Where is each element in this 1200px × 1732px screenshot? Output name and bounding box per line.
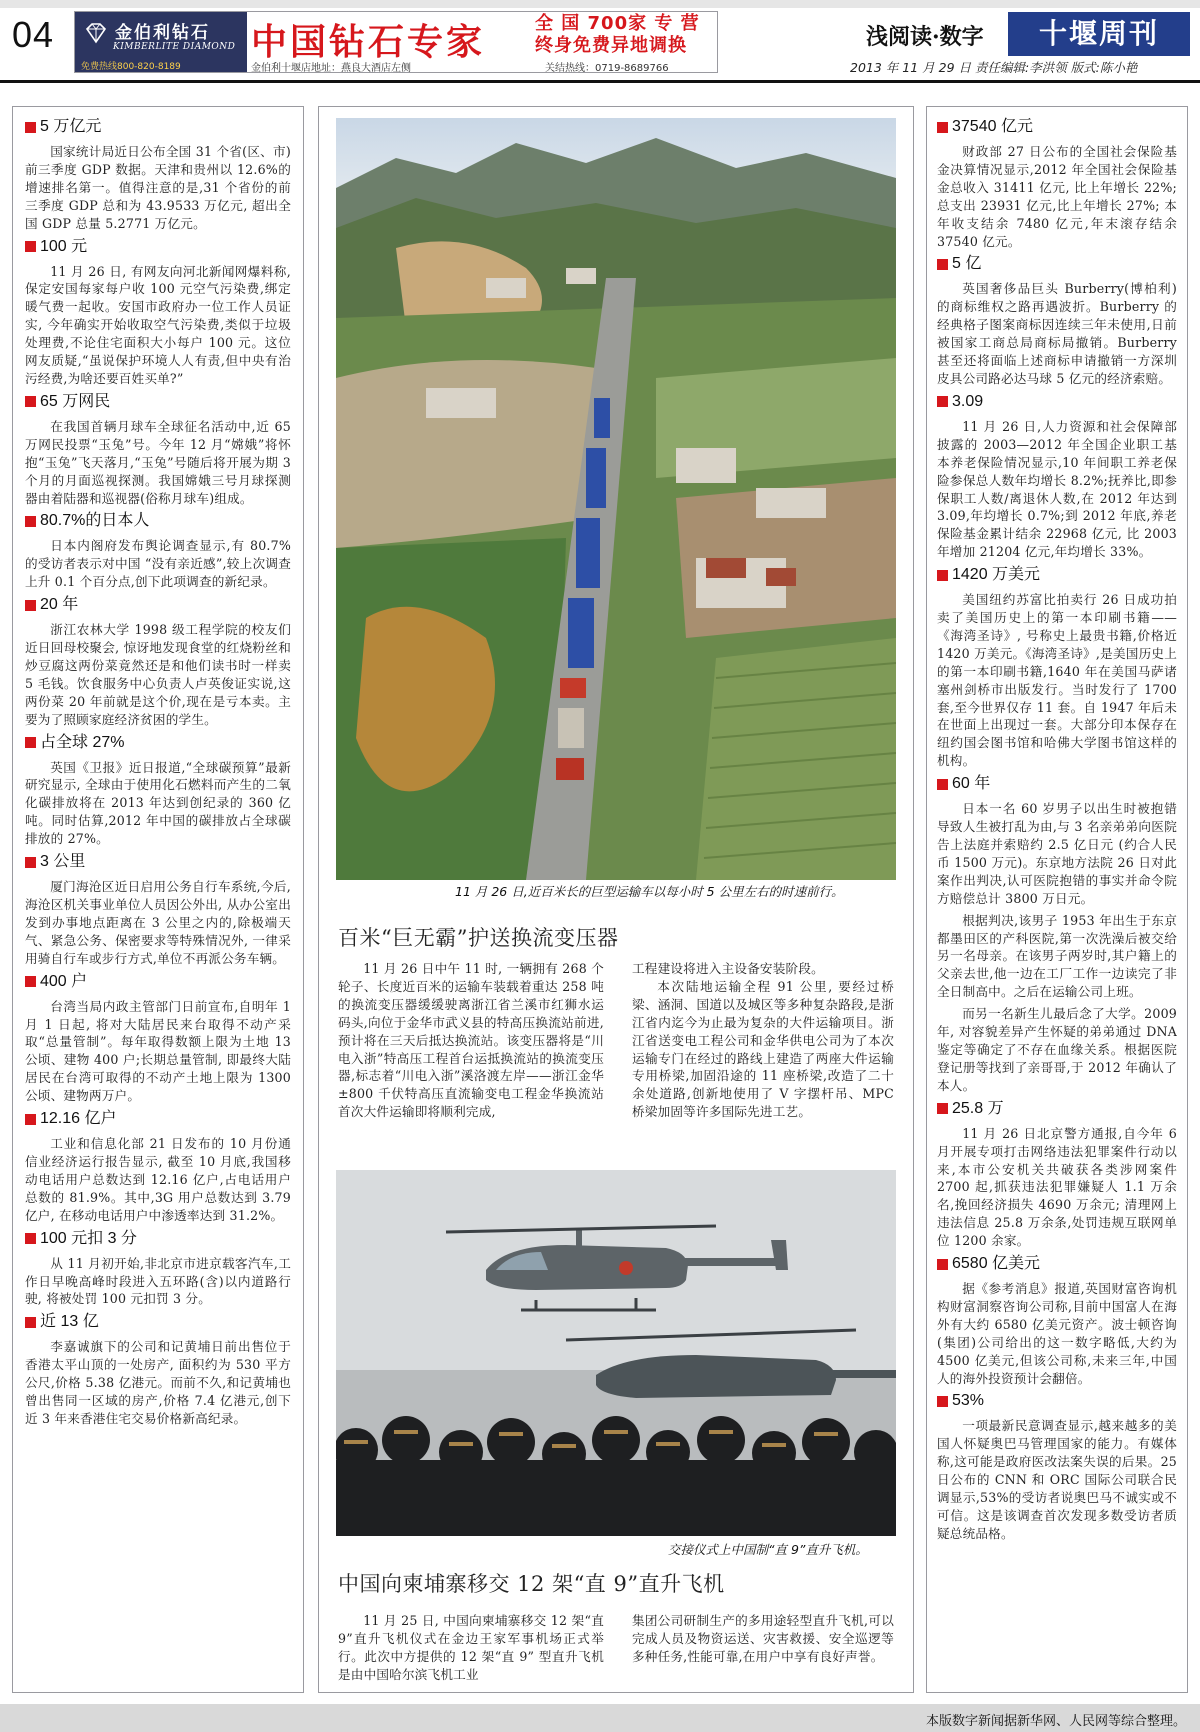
footer-bar: [0, 1704, 1200, 1732]
transport-truck-aerial-photo: [336, 118, 896, 880]
news-item-text: 厦门海沧区近日启用公务自行车系统,今后,海沧区机关事业单位人员因公外出, 从办公室出发到办事地点距离在 3 公里之内的,除极端天气、紧急公务、保密要求等特殊情况外, 一律采用骑自行车或步行方式,单位不再派公务车辆。: [25, 879, 291, 966]
helicopter-illustration: [336, 1170, 896, 1536]
news-item-text: 11 月 26 日北京警方通报,自今年 6 月开展专项打击网络违法犯罪案件行动以来,本市公安机关共破获各类涉网案件 2700 起,抓获违法犯罪嫌疑人 1.1 万余名,挽回经济损失 4690 万余元; 清理网上违法信息 25.8 万余条,处罚违规互联网单位 1200 余家。: [937, 1125, 1177, 1249]
ad-address: 金伯利十堰店地址：燕良大酒店左侧: [251, 63, 411, 73]
news-item-text: 而另一名新生儿最后念了大学。2009 年, 对容貌差异产生怀疑的弟弟通过 DNA 鉴定等确定了不存在血缘关系。根据医院登记册等找到了亲哥哥,于 2012 年确认了本人。: [937, 1006, 1177, 1093]
news-item: [25, 1229, 291, 1309]
news-item-text: 美国纽约苏富比拍卖行 26 日成功拍卖了美国历史上的第一本印刷书籍——《海湾圣诗》, 号称史上最贵书籍,价格近 1420 万美元。《海湾圣诗》,是美国历史上的第一本印刷书籍,1640 年在美国马萨诸塞州剑桥市出版发行。当时发行了 1700 套,至今世界仅存 11 套。自 1947 年后未在世面上出现过一套。大部分印本保存在纽约国会图书馆和哈佛大学图书馆这样的机构。: [937, 592, 1177, 769]
news-item: [937, 774, 1177, 1095]
bullet-square-icon: [25, 1233, 36, 1244]
news-item-text: 日本内阁府发布舆论调查显示,有 80.7%的受访者表示对中国 “没有亲近感”,较上次调查上升 0.1 个百分点,创下此项调查的新纪录。: [25, 538, 291, 590]
ad-slogan-line2: 终身免费异地调换: [535, 35, 687, 56]
story2-paragraph: 集团公司研制生产的多用途轻型直升飞机,可以完成人员及物资运送、灾害救援、安全巡逻等多种任务,性能可靠,在用户中享有良好声誉。: [632, 1613, 894, 1664]
photo-caption-1: 11 月 26 日,近百米长的巨型运输车以每小时 5 公里左右的时速前行。: [455, 884, 844, 899]
diamond-advertisement[interactable]: [74, 11, 718, 73]
news-item-title: 25.8 万: [937, 1099, 1177, 1119]
masthead: 十堰周刊: [1008, 12, 1190, 56]
story2-headline: 中国向柬埔寨移交 12 架“直 9”直升飞机: [338, 1572, 725, 1596]
news-item-title: 37540 亿元: [937, 117, 1177, 137]
story1-paragraph: 工程建设将进入主设备安装阶段。: [632, 961, 824, 976]
news-item-title: 65 万网民: [25, 392, 291, 412]
story1-paragraph: 11 月 26 日中午 11 时, 一辆拥有 268 个轮子、长度近百米的运输车装载着重达 258 吨的换流变压器缓缓驶离浙江省兰溪市红狮水运码头,向位于金华市武义县的特高压换流站前进,预计将在三天后抵达换流站。该变压器将是“川电入浙”特高压工程首台运抵换流站的换流变压器,标志着“川电入浙”溪洛渡左岸——浙江金华±800 千伏特高压直流输变电工程金华换流站首次大件运输即将顺利完成,: [338, 961, 604, 1120]
news-item-title: 5 亿: [937, 254, 1177, 274]
news-item-text: 从 11 月初开始,非北京市进京载客汽车,工作日早晚高峰时段进入五环路(含)以内道路行驶, 将被处罚 100 元扣罚 3 分。: [25, 1255, 291, 1307]
news-item-title: 12.16 亿户: [25, 1109, 291, 1129]
diamond-icon: [83, 20, 109, 46]
bullet-square-icon: [937, 1396, 948, 1407]
story1-headline: 百米“巨无霸”护送换流变压器: [338, 926, 619, 950]
ad-logo-block: [75, 12, 247, 73]
page-number: 04: [12, 14, 55, 55]
bullet-square-icon: [937, 1259, 948, 1270]
ad-hotline: 免费热线800-820-8189: [81, 62, 181, 72]
footer-source-note: 本版数字新闻据新华网、人民网等综合整理。: [925, 1714, 1186, 1729]
helicopter-handover-photo: [336, 1170, 896, 1536]
bullet-square-icon: [25, 241, 36, 252]
bullet-square-icon: [25, 396, 36, 407]
story1-body-col2: [632, 960, 894, 1121]
ad-headline: 中国钻石专家: [251, 22, 486, 63]
news-item: [937, 1099, 1177, 1250]
news-item: [25, 972, 291, 1105]
bullet-square-icon: [25, 1114, 36, 1125]
news-item: [25, 733, 291, 849]
news-item-text: 台湾当局内政主管部门日前宣布,自明年 1 月 1 日起, 将对大陆居民来台取得不动产采取“总量管制”。每年取得数额上限为土地 13 公顷、建物 400 户;长期总量管制, 即最终大陆居民在台湾可取得的不动产土地上限为 1300 公顷、建物两万户。: [25, 998, 291, 1104]
bullet-square-icon: [25, 737, 36, 748]
news-item-title: 近 13 亿: [25, 1312, 291, 1332]
news-item-text: 在我国首辆月球车全球征名活动中,近 65 万网民投票“玉兔”号。今年 12 月“嫦娥”将怀抱“玉兔”飞天落月,“玉兔”号随后将开展为期 3 个月的月面巡视探测。我国嫦娥三号月球探测器由着陆器和巡视器(俗称月球车)组成。: [25, 418, 291, 506]
top-band: [0, 0, 1200, 8]
news-item-text: 日本一名 60 岁男子以出生时被抱错导致人生被打乱为由,与 3 名亲弟弟向医院告上法庭并索赔约 2.5 亿日元 (约合人民币 1500 万元)。东京地方法院 26 日对此案作出判决,认可医院抱错的事实并命令院方赔偿总计 3800 万日元。: [937, 801, 1177, 906]
ad-brand-en: KIMBERLITE DIAMOND: [113, 42, 236, 52]
news-item-title: 占全球 27%: [25, 733, 291, 753]
story2-paragraph: 11 月 25 日, 中国向柬埔寨移交 12 架“直 9”直升飞机仪式在金边王家军事机场正式举行。此次中方提供的 12 架“直 9” 型直升飞机是由中国哈尔滨飞机工业: [338, 1613, 604, 1682]
bullet-square-icon: [937, 1103, 948, 1114]
news-item: [937, 117, 1177, 250]
news-item-title: 1420 万美元: [937, 565, 1177, 585]
aerial-road-illustration: [336, 118, 896, 880]
news-item: [25, 1109, 291, 1225]
news-item-text: 11 月 26 日, 有网友向河北新闻网爆料称,保定安国每家每户收 100 元空气污染费,绑定暖气费一起收。安国市政府办一位工作人员证实, 今年确实开始收取空气污染费,类似于垃圾处理费,不论住宅面积大小每户 100 元。这位网友质疑,“虽说保护环境人人有责,但中央有治污经费,为啥还要百姓买单?”: [25, 263, 291, 386]
photo-caption-2: 交接仪式上中国制“直 9”直升飞机。: [668, 1542, 868, 1557]
news-item-text: 根据判决,该男子 1953 年出生于东京都墨田区的产科医院,第一次洗澡后被交给另一名母亲。在该男子两岁时,其户籍上的父亲去世,他一边在工厂工作一边读完了非全日制高中。之后在运输公司上班。: [937, 912, 1177, 1000]
bullet-square-icon: [937, 122, 948, 133]
news-item-text: 李嘉诚旗下的公司和记黄埔日前出售位于香港太平山顶的一处房产, 面积约为 530 平方公尺,价格 5.38 亿港元。而前不久,和记黄埔也曾出售同一区域的房产,价格 7.4 亿港元,创下近 3 年来香港住宅交易价格新高纪录。: [25, 1339, 291, 1426]
news-item-text: 财政部 27 日公布的全国社会保险基金决算情况显示,2012 年全国社会保险基金总收入 31411 亿元, 比上年增长 22%;总支出 23931 亿元,比上年增长 27%; 本年收支结余 7480 亿元,年末滚存结余 37540 亿元。: [937, 144, 1177, 249]
news-item-text: 国家统计局近日公布全国 31 个省(区、市)前三季度 GDP 数据。天津和贵州以 12.6%的增速排名第一。值得注意的是,31 个省份的前三季度 GDP 总和为 43.9533 万亿元, 超出全国 GDP 总量 5.2771 万亿元。: [25, 144, 291, 231]
ad-phone: 关结热线：0719-8689766: [545, 63, 669, 73]
news-item-title: 5 万亿元: [25, 117, 291, 137]
news-item: [25, 237, 291, 388]
bullet-square-icon: [25, 976, 36, 987]
news-item-text: 11 月 26 日,人力资源和社会保障部披露的 2003—2012 年全国企业职工基本养老保险情况显示,10 年间职工养老保险参保总人数年均增长 8.2%;抚养比,即参保职工人数/离退休人数,在 2012 年达到 3.09,年均增长 0.7%;到 2012 年底,养老保险基金累计结余 22968 亿元, 比 2003 年增加 21204 亿元,年均增长 33%。: [937, 418, 1177, 560]
news-item: [937, 254, 1177, 387]
story2-body-col1: [338, 1612, 604, 1684]
ad-slogan-line1: 全 国 700家 专 营: [535, 13, 700, 34]
news-item: [937, 1391, 1177, 1542]
news-item: [25, 117, 291, 233]
news-item-text: 据《参考消息》报道,英国财富咨询机构财富洞察咨询公司称,目前中国富人在海外有大约 6580 亿美元资产。波士顿咨询(集团)公司给出的这一数字略低,大约为 4500 亿美元,但该公司称,未来三年,中国人的海外投资预计会翻倍。: [937, 1281, 1177, 1386]
news-item-text: 英国奢侈品巨头 Burberry(博柏利) 的商标维权之路再遇波折。Burberry 的经典格子图案商标因连续三年未使用,日前被国家工商总局商标局撤销。Burberry 甚至还将面临上述商标申请撤销一方深圳皮具公司路必达马球 5 亿元的经济索赔。: [937, 281, 1177, 386]
news-item-text: 一项最新民意调查显示,越来越多的美国人怀疑奥巴马管理国家的能力。有媒体称,这可能是政府医改法案失误的后果。25 日公布的 CNN 和 ORC 国际公司联合民调显示,53%的受访者说奥巴马不诚实或不可信。这是该调查首次发现多数受访者质疑总统品格。: [937, 1418, 1177, 1541]
news-item: [25, 392, 291, 508]
bullet-square-icon: [25, 516, 36, 527]
news-item: [25, 595, 291, 728]
ad-brand-zh: 金伯利钻石: [115, 23, 210, 43]
news-item-text: 工业和信息化部 21 日发布的 10 月份通信业经济运行报告显示, 截至 10 月底,我国移动电话用户总数达到 12.16 亿户,占电话用户总数的 81.9%。其中,3G 用户总数达到 3.79 亿户, 在移动电话用户中渗透率达到 31.2%。: [25, 1136, 291, 1223]
left-news-column: [12, 106, 304, 1693]
news-item: [25, 1312, 291, 1428]
bullet-square-icon: [937, 779, 948, 790]
bullet-square-icon: [25, 857, 36, 868]
section-title: 浅阅读·数字: [866, 24, 984, 50]
bullet-square-icon: [25, 1317, 36, 1328]
news-item-title: 6580 亿美元: [937, 1254, 1177, 1274]
news-item-text: 浙江农林大学 1998 级工程学院的校友们近日回母校聚会, 惊讶地发现食堂的红烧粉丝和炒豆腐这两份菜竟然还是和他们读书时一样卖 5 毛钱。饮食服务中心负责人卢英俊证实说,这两份菜 20 年前就是这个价,现在是亏本卖。主要为了照顾家庭经济贫困的学生。: [25, 622, 291, 727]
news-item: [937, 1254, 1177, 1387]
story2-body-col2: [632, 1612, 894, 1666]
news-item-title: 60 年: [937, 774, 1177, 794]
news-item: [937, 392, 1177, 561]
bullet-square-icon: [25, 122, 36, 133]
bullet-square-icon: [937, 570, 948, 581]
news-item-title: 100 元扣 3 分: [25, 1229, 291, 1249]
bullet-square-icon: [937, 259, 948, 270]
dateline: 2013 年 11 月 29 日 责任编辑:李洪领 版式:陈小艳: [850, 60, 1138, 75]
news-item: [937, 565, 1177, 770]
bullet-square-icon: [937, 396, 948, 407]
news-item-title: 80.7%的日本人: [25, 511, 291, 531]
news-item: [25, 852, 291, 968]
news-item-title: 53%: [937, 1391, 1177, 1411]
bullet-square-icon: [25, 600, 36, 611]
news-item: [25, 511, 291, 591]
story1-paragraph: 本次陆地运输全程 91 公里, 要经过桥梁、涵洞、国道以及城区等多种复杂路段,是浙江省内迄今为止最为复杂的大件运输项目。浙江省送变电工程公司和金华供电公司为了本次运输专门在经过的路线上建造了两座大件运输专用桥梁,加固沿途的 11 座桥梁,改造了二十余处道路,创新地使用了 V 字摆杆吊、MPC 桥梁加固等许多国际先进工艺。: [632, 978, 894, 1120]
news-item-title: 20 年: [25, 595, 291, 615]
header-rule: [0, 80, 1200, 83]
news-item-text: 英国《卫报》近日报道,“全球碳预算”最新研究显示, 全球由于使用化石燃料而产生的二氧化碳排放将在 2013 年达到创纪录的 360 亿吨。同时估算,2012 年中国的碳排放占全球碳排放的 27%。: [25, 759, 291, 847]
news-item-title: 3.09: [937, 392, 1177, 412]
ad-slogan: [535, 13, 715, 59]
story1-body-col1: [338, 960, 604, 1121]
news-item-title: 400 户: [25, 972, 291, 992]
news-item-title: 100 元: [25, 237, 291, 257]
right-news-column: [926, 106, 1188, 1693]
news-item-title: 3 公里: [25, 852, 291, 872]
